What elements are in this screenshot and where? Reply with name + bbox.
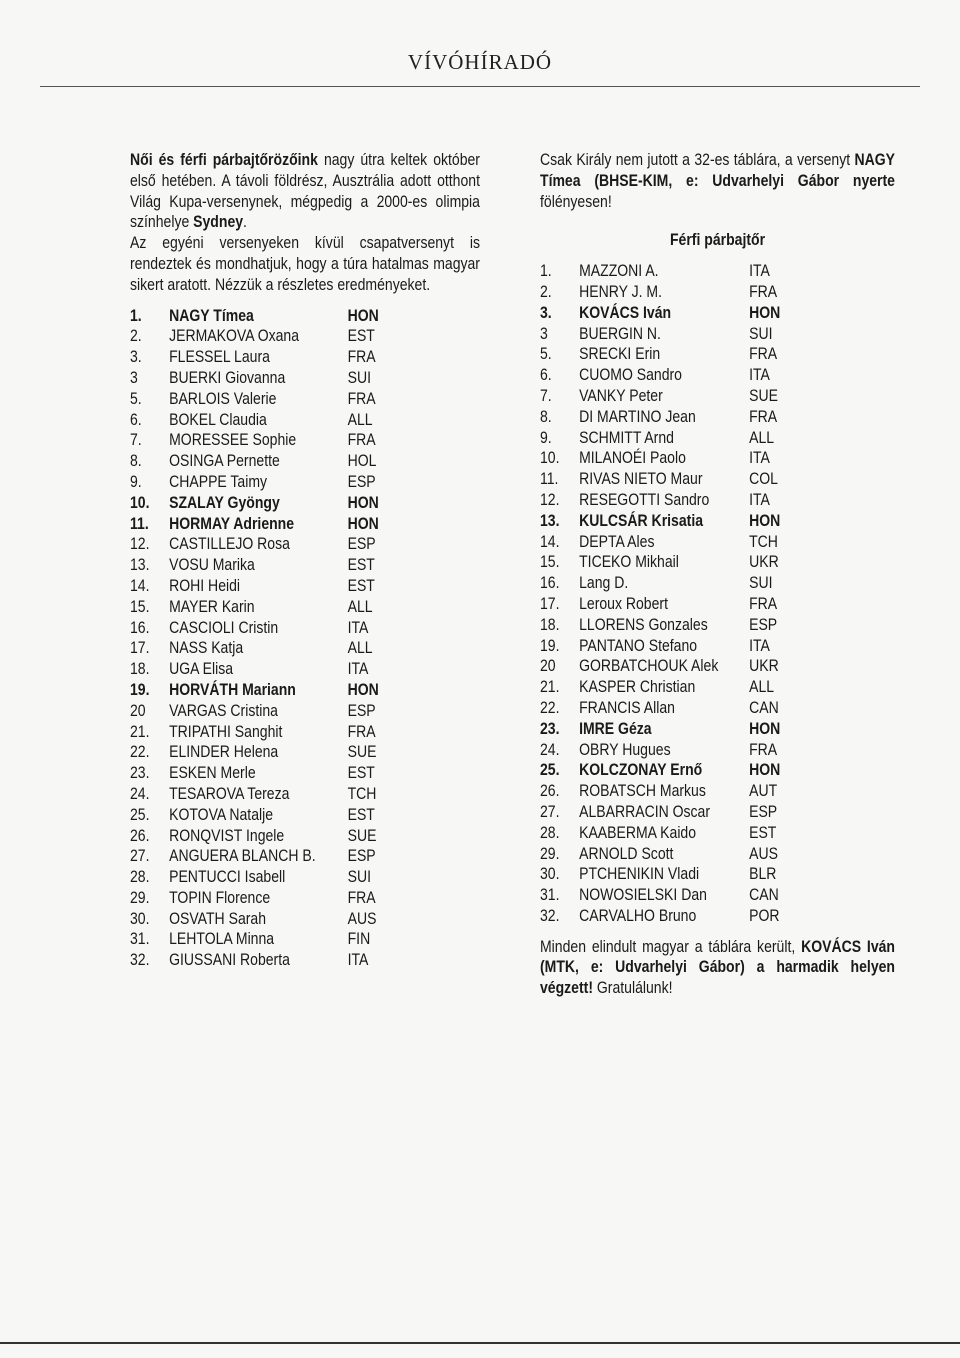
- result-name: HORVÁTH Mariann: [169, 680, 296, 699]
- result-name: KOTOVA Natalje: [169, 805, 274, 824]
- result-row: [540, 760, 780, 781]
- result-row: [540, 490, 780, 511]
- result-country: SUI: [749, 324, 773, 343]
- result-country: ESP: [347, 701, 376, 720]
- result-name: FLESSEL Laura: [169, 348, 270, 367]
- result-rank: 30.: [540, 865, 560, 884]
- result-name: NOWOSIELSKI Dan: [579, 886, 707, 905]
- result-name: PTCHENIKIN Vladi: [579, 865, 700, 884]
- result-row: [540, 615, 780, 636]
- result-row: [540, 386, 780, 407]
- result-row: [540, 365, 780, 386]
- result-name: IMRE Géza: [579, 719, 652, 738]
- right-intro-bold: NAGY Tímea (BHSE-KIM, e: Udvarhelyi Gábor nyerte: [540, 151, 895, 190]
- result-row: [540, 656, 780, 677]
- men-results-table: [540, 261, 780, 927]
- left-column: [130, 150, 480, 971]
- result-name: ROHI Heidi: [169, 576, 241, 595]
- result-country: SUE: [347, 743, 377, 762]
- result-row: [540, 823, 780, 844]
- result-name: CHAPPE Taimy: [169, 472, 268, 491]
- result-country: HON: [749, 303, 781, 322]
- result-row: [540, 407, 780, 428]
- result-name: TICEKO Mikhail: [579, 553, 679, 572]
- result-row: [540, 719, 780, 740]
- result-name: DI MARTINO Jean: [579, 407, 696, 426]
- result-country: ALL: [347, 597, 373, 616]
- result-row: [540, 698, 780, 719]
- result-country: AUT: [749, 782, 778, 801]
- result-rank: 24.: [540, 740, 560, 759]
- result-name: VOSU Marika: [169, 556, 255, 575]
- result-rank: 23.: [540, 719, 560, 738]
- result-row: [130, 618, 379, 639]
- result-name: PENTUCCI Isabell: [169, 868, 286, 887]
- result-name: KOVÁCS Iván: [579, 303, 672, 322]
- result-country: FRA: [347, 888, 376, 907]
- result-name: SZALAY Gyöngy: [169, 493, 280, 512]
- result-country: ITA: [749, 490, 770, 509]
- result-country: ALL: [347, 639, 373, 658]
- result-name: GORBATCHOUK Alek: [579, 657, 719, 676]
- result-country: SUI: [347, 868, 371, 887]
- result-rank: 21.: [130, 722, 150, 741]
- result-country: ITA: [749, 366, 770, 385]
- result-row: [540, 573, 780, 594]
- result-country: FRA: [749, 282, 778, 301]
- result-row: [540, 677, 780, 698]
- women-results-body: [130, 306, 379, 972]
- result-rank: 30.: [130, 909, 150, 928]
- women-results-table: [130, 306, 379, 972]
- result-row: [130, 701, 379, 722]
- result-country: ITA: [749, 449, 770, 468]
- result-country: ALL: [749, 428, 775, 447]
- result-rank: 2.: [540, 282, 552, 301]
- result-name: Leroux Robert: [579, 594, 668, 613]
- bottom-rule: [0, 1342, 960, 1344]
- men-results-body: [540, 261, 780, 927]
- result-name: ELINDER Helena: [169, 743, 279, 762]
- result-rank: 26.: [130, 826, 150, 845]
- result-rank: 29.: [130, 888, 150, 907]
- result-country: SUE: [749, 386, 778, 405]
- result-country: FRA: [347, 348, 376, 367]
- result-name: UGA Elisa: [169, 660, 234, 679]
- result-rank: 11.: [540, 470, 559, 489]
- intro-bold-2: Sydney: [193, 213, 244, 232]
- result-country: ESP: [749, 802, 778, 821]
- result-country: ITA: [749, 636, 770, 655]
- closing-bold: KOVÁCS Iván (MTK, e: Udvarhelyi Gábor) a harmadik helyen végzett!: [540, 937, 895, 998]
- result-country: EST: [347, 327, 375, 346]
- result-rank: 27.: [540, 802, 560, 821]
- result-country: ITA: [749, 262, 770, 281]
- closing-text-1: Minden elindult magyar a táblára került,: [540, 937, 802, 956]
- result-rank: 14.: [130, 576, 150, 595]
- result-country: ITA: [347, 618, 369, 637]
- result-rank: 25.: [540, 761, 560, 780]
- result-row: [130, 888, 379, 909]
- result-name: OBRY Hugues: [579, 740, 671, 759]
- result-country: ITA: [347, 660, 369, 679]
- result-name: TESAROVA Tereza: [169, 784, 290, 803]
- result-country: BLR: [749, 865, 777, 884]
- result-rank: 14.: [540, 532, 560, 551]
- result-country: UKR: [749, 553, 779, 572]
- right-intro-paragraph: [540, 150, 895, 212]
- result-row: [540, 906, 780, 927]
- result-row: [540, 802, 780, 823]
- result-row: [130, 555, 379, 576]
- result-country: ALL: [749, 678, 775, 697]
- result-row: [540, 303, 780, 324]
- result-row: [130, 451, 379, 472]
- result-name: RESEGOTTI Sandro: [579, 490, 710, 509]
- result-row: [130, 347, 379, 368]
- result-rank: 11.: [130, 514, 149, 533]
- intro-text-2: .: [243, 213, 247, 232]
- result-rank: 32.: [130, 951, 150, 970]
- result-rank: 31.: [540, 886, 560, 905]
- result-rank: 23.: [130, 764, 150, 783]
- result-rank: 1.: [130, 306, 142, 325]
- result-country: UKR: [749, 657, 779, 676]
- result-name: OSVATH Sarah: [169, 909, 267, 928]
- result-row: [130, 368, 379, 389]
- result-rank: 18.: [130, 660, 150, 679]
- result-name: CASTILLEJO Rosa: [169, 535, 290, 554]
- result-rank: 7.: [130, 431, 142, 450]
- result-row: [540, 428, 780, 449]
- result-name: KOLCZONAY Ernő: [579, 761, 703, 780]
- result-row: [130, 805, 379, 826]
- result-row: [130, 638, 379, 659]
- result-name: NAGY Tímea: [169, 306, 254, 325]
- result-rank: 3.: [540, 303, 552, 322]
- result-country: CAN: [749, 886, 779, 905]
- result-country: COL: [749, 470, 778, 489]
- result-country: FRA: [347, 389, 376, 408]
- result-row: [130, 867, 379, 888]
- result-country: HON: [749, 719, 781, 738]
- result-country: FRA: [749, 407, 778, 426]
- result-row: [130, 950, 379, 971]
- result-country: ESP: [749, 615, 778, 634]
- result-row: [130, 826, 379, 847]
- result-rank: 10.: [130, 493, 150, 512]
- result-rank: 32.: [540, 906, 560, 925]
- result-name: BUERGIN N.: [579, 324, 661, 343]
- result-country: SUE: [347, 826, 377, 845]
- result-country: HON: [347, 514, 379, 533]
- result-rank: 15.: [130, 597, 150, 616]
- result-rank: 10.: [540, 449, 560, 468]
- result-name: CASCIOLI Cristin: [169, 618, 279, 637]
- result-country: EST: [347, 764, 375, 783]
- result-country: EST: [347, 556, 375, 575]
- closing-text-2: Gratulálunk!: [592, 979, 673, 998]
- result-row: [130, 306, 379, 327]
- result-name: FRANCIS Allan: [579, 698, 675, 717]
- result-name: PANTANO Stefano: [579, 636, 698, 655]
- result-rank: 25.: [130, 805, 150, 824]
- result-name: CUOMO Sandro: [579, 366, 682, 385]
- result-rank: 28.: [130, 868, 150, 887]
- result-row: [130, 597, 379, 618]
- result-rank: 3: [540, 324, 548, 343]
- result-rank: 19.: [540, 636, 560, 655]
- result-row: [540, 448, 780, 469]
- result-name: RONQVIST Ingele: [169, 826, 285, 845]
- right-intro-text-2: fölényesen!: [540, 192, 612, 211]
- result-name: SRECKI Erin: [579, 345, 661, 364]
- result-row: [540, 844, 780, 865]
- result-row: [540, 636, 780, 657]
- result-country: FRA: [749, 594, 778, 613]
- result-name: HORMAY Adrienne: [169, 514, 295, 533]
- result-row: [540, 261, 780, 282]
- result-row: [130, 929, 379, 950]
- result-rank: 13.: [130, 556, 150, 575]
- result-country: HON: [749, 761, 781, 780]
- result-rank: 19.: [130, 680, 150, 699]
- result-country: EST: [347, 576, 375, 595]
- result-rank: 16.: [540, 574, 560, 593]
- result-row: [540, 740, 780, 761]
- result-rank: 1.: [540, 262, 552, 281]
- result-row: [130, 410, 379, 431]
- result-name: RIVAS NIETO Maur: [579, 470, 703, 489]
- result-name: KAABERMA Kaido: [579, 823, 697, 842]
- result-country: ALL: [347, 410, 373, 429]
- intro-bold-1: Női és férfi párbajtőrözőink: [130, 151, 318, 169]
- result-rank: 18.: [540, 615, 560, 634]
- result-name: ROBATSCH Markus: [579, 782, 706, 801]
- result-rank: 31.: [130, 930, 150, 949]
- result-name: KASPER Christian: [579, 678, 696, 697]
- men-section-title: Férfi párbajtőr: [669, 231, 766, 250]
- result-country: HOL: [347, 452, 377, 471]
- result-country: ESP: [347, 847, 376, 866]
- result-rank: 6.: [540, 366, 552, 385]
- result-row: [130, 326, 379, 347]
- result-row: [130, 493, 379, 514]
- result-country: HON: [347, 680, 379, 699]
- result-country: CAN: [749, 698, 779, 717]
- result-name: OSINGA Pernette: [169, 452, 280, 471]
- result-name: LEHTOLA Minna: [169, 930, 275, 949]
- result-country: HON: [347, 493, 379, 512]
- result-country: ESP: [347, 472, 376, 491]
- result-name: LLORENS Gonzales: [579, 615, 708, 634]
- result-row: [130, 742, 379, 763]
- result-rank: 26.: [540, 782, 560, 801]
- result-rank: 9.: [130, 472, 142, 491]
- result-row: [540, 511, 780, 532]
- result-rank: 8.: [130, 452, 142, 471]
- result-name: JERMAKOVA Oxana: [169, 327, 300, 346]
- result-rank: 22.: [130, 743, 150, 762]
- result-name: MAZZONI A.: [579, 262, 659, 281]
- result-rank: 29.: [540, 844, 560, 863]
- intro-p2: Az egyéni versenyeken kívül csapatversenyt is rendeztek és mondhatjuk, hogy a túra hatalmas magyar sikert aratott. Nézzük a részletes eredményeket.: [130, 234, 480, 294]
- result-country: TCH: [749, 532, 778, 551]
- result-rank: 9.: [540, 428, 552, 447]
- result-name: NASS Katja: [169, 639, 244, 658]
- result-rank: 12.: [130, 535, 150, 554]
- intro-paragraph: [130, 150, 480, 296]
- result-rank: 3.: [130, 348, 142, 367]
- result-rank: 15.: [540, 553, 560, 572]
- result-row: [130, 534, 379, 555]
- result-country: EST: [749, 823, 777, 842]
- result-rank: 3: [130, 368, 138, 387]
- result-name: BOKEL Claudia: [169, 410, 267, 429]
- result-row: [540, 324, 780, 345]
- result-row: [130, 389, 379, 410]
- result-country: FIN: [347, 930, 371, 949]
- result-rank: 13.: [540, 511, 560, 530]
- result-name: HENRY J. M.: [579, 282, 662, 301]
- result-rank: 5.: [130, 389, 142, 408]
- closing-paragraph: [540, 937, 895, 999]
- result-name: TRIPATHI Sanghit: [169, 722, 283, 741]
- result-row: [540, 344, 780, 365]
- result-rank: 17.: [540, 594, 560, 613]
- right-intro-text-1: Csak Király nem jutott a 32-es táblára, a versenyt: [540, 151, 855, 169]
- result-row: [540, 864, 780, 885]
- result-rank: 2.: [130, 327, 142, 346]
- result-country: FRA: [347, 431, 376, 450]
- result-rank: 20: [130, 701, 146, 720]
- result-name: ARNOLD Scott: [579, 844, 674, 863]
- result-country: ESP: [347, 535, 376, 554]
- result-country: FRA: [749, 345, 778, 364]
- result-country: FRA: [749, 740, 778, 759]
- result-name: MILANOÉI Paolo: [579, 449, 686, 468]
- result-country: EST: [347, 805, 375, 824]
- result-row: [540, 885, 780, 906]
- result-row: [540, 594, 780, 615]
- result-rank: 8.: [540, 407, 552, 426]
- result-name: DEPTA Ales: [579, 532, 655, 551]
- result-country: POR: [749, 906, 780, 925]
- result-country: SUI: [347, 368, 371, 387]
- result-country: AUS: [749, 844, 778, 863]
- result-row: [130, 722, 379, 743]
- result-row: [130, 472, 379, 493]
- result-row: [540, 552, 780, 573]
- result-rank: 20: [540, 657, 556, 676]
- result-country: TCH: [347, 784, 377, 803]
- result-row: [130, 430, 379, 451]
- header-rule: [40, 86, 920, 87]
- result-row: [130, 909, 379, 930]
- result-row: [130, 784, 379, 805]
- result-row: [130, 659, 379, 680]
- result-row: [130, 514, 379, 535]
- result-name: BARLOIS Valerie: [169, 389, 277, 408]
- result-rank: 16.: [130, 618, 150, 637]
- result-name: ALBARRACIN Oscar: [579, 802, 711, 821]
- result-row: [540, 469, 780, 490]
- result-rank: 6.: [130, 410, 142, 429]
- result-name: SCHMITT Arnd: [579, 428, 674, 447]
- page-header-title: VÍVÓHÍRADÓ: [407, 50, 553, 74]
- result-rank: 5.: [540, 345, 552, 364]
- result-name: CARVALHO Bruno: [579, 906, 697, 925]
- result-name: KULCSÁR Krisatia: [579, 511, 704, 530]
- result-row: [540, 282, 780, 303]
- result-rank: 17.: [130, 639, 150, 658]
- result-name: TOPIN Florence: [169, 888, 271, 907]
- intro-text-1: nagy útra keltek október első hetében. A távoli földrész, Ausztrália adott otthont Világ Kupa-versenynek, mégpedig a 2000-es olimpia színhelye: [130, 151, 480, 232]
- result-name: ANGUERA BLANCH B.: [169, 847, 316, 866]
- result-country: ITA: [347, 951, 369, 970]
- result-row: [540, 781, 780, 802]
- result-name: Lang D.: [579, 574, 629, 593]
- result-name: VARGAS Cristina: [169, 701, 278, 720]
- result-country: HON: [347, 306, 379, 325]
- result-name: MAYER Karin: [169, 597, 255, 616]
- result-row: [130, 576, 379, 597]
- intro-p1: [130, 150, 480, 233]
- result-name: VANKY Peter: [579, 386, 663, 405]
- result-rank: 27.: [130, 847, 150, 866]
- result-rank: 24.: [130, 784, 150, 803]
- result-country: AUS: [347, 909, 377, 928]
- result-name: GIUSSANI Roberta: [169, 951, 290, 970]
- result-country: SUI: [749, 574, 773, 593]
- result-rank: 28.: [540, 823, 560, 842]
- result-name: BUERKI Giovanna: [169, 368, 286, 387]
- result-name: MORESSEE Sophie: [169, 431, 297, 450]
- result-rank: 7.: [540, 386, 552, 405]
- result-country: HON: [749, 511, 781, 530]
- result-country: FRA: [347, 722, 376, 741]
- result-rank: 21.: [540, 678, 560, 697]
- result-rank: 12.: [540, 490, 560, 509]
- result-row: [540, 532, 780, 553]
- result-row: [130, 763, 379, 784]
- result-row: [130, 680, 379, 701]
- result-rank: 22.: [540, 698, 560, 717]
- result-name: ESKEN Merle: [169, 764, 256, 783]
- right-column: [540, 150, 895, 999]
- result-row: [130, 846, 379, 867]
